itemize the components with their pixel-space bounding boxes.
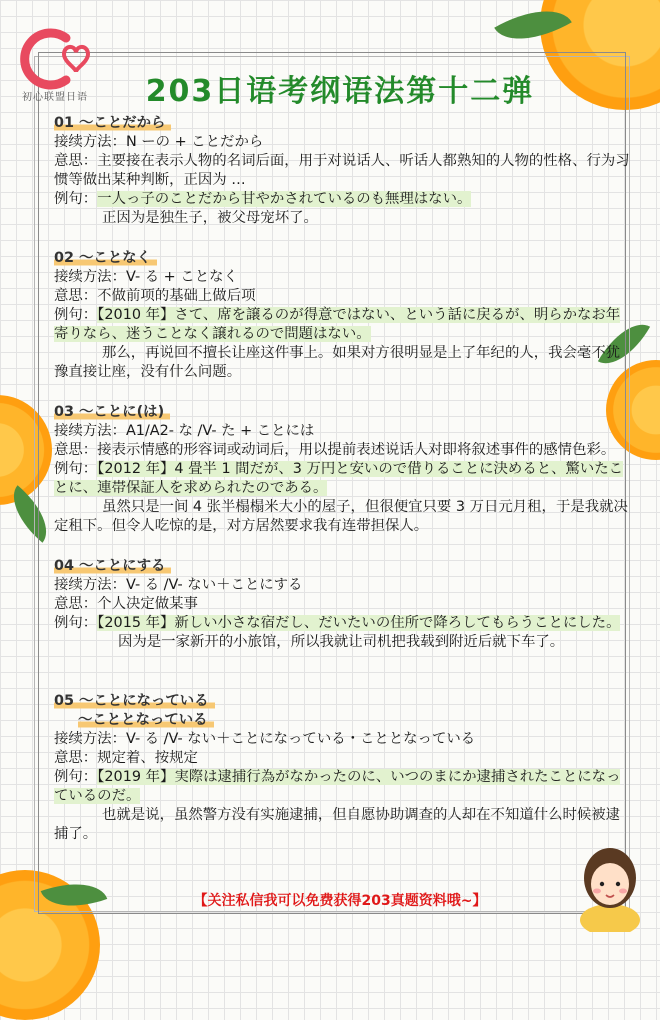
footer-promo: 【关注私信我可以免费获得203真题资料哦~】 <box>193 893 487 909</box>
section-heading: 02 ～ことなく <box>54 249 157 268</box>
connection-method: 接续方法：V- る /V- ない＋ことにする <box>54 577 303 593</box>
example-translation: 因为是一家新开的小旅馆，所以我就让司机把我载到附近后就下车了。 <box>118 634 565 650</box>
brand-name: 初心联盟日语 <box>22 92 88 103</box>
meaning: 意思：不做前项的基础上做后项 <box>54 288 256 304</box>
example-label: 例句： <box>54 307 98 323</box>
grammar-section <box>54 114 630 228</box>
example-japanese: 【2019 年】実際は逮捕行為がなかったのに、いつのまにか逮捕されたことになっているのだ。 <box>54 769 621 804</box>
example-translation: 虽然只是一间 4 张半榻榻米大小的屋子，但很便宜只要 3 万日元月租，于是我就决定租下。但令人吃惊的是，对方居然要求我有连带担保人。 <box>54 499 628 534</box>
example-japanese: 一人っ子のことだから甘やかされているのも無理はない。 <box>97 191 472 207</box>
example-label: 例句： <box>54 461 98 477</box>
section-heading: 05 ～ことになっている <box>54 692 215 711</box>
example-label: 例句： <box>54 769 98 785</box>
grammar-section <box>54 249 630 382</box>
connection-method: 接续方法：V- る /V- ない＋ことになっている・こととなっている <box>54 731 476 747</box>
example-japanese: 【2010 年】さて、席を譲るのが得意ではない、という話に戻るが、明らかなお年寄りなら、迷うことなく譲れるので問題はない。 <box>54 307 621 342</box>
example-japanese: 【2015 年】新しい小さな宿だし、だいたいの住所で降ろしてもらうことにした。 <box>97 615 621 631</box>
example-translation: 也就是说，虽然警方没有实施逮捕，但自愿协助调查的人却在不知道什么时候被逮捕了。 <box>54 807 621 842</box>
example-sentence <box>54 614 630 633</box>
meaning: 意思：规定着、按规定 <box>54 750 198 766</box>
section-heading: 01 ～ことだから <box>54 114 171 133</box>
brand-logo-icon <box>8 24 98 94</box>
connection-method: 接续方法：N ーの + ことだから <box>54 134 264 150</box>
meaning: 意思：主要接在表示人物的名词后面，用于对说话人、听话人都熟知的人物的性格、行为习惯等做出某种判断，正因为 … <box>54 153 630 188</box>
meaning: 意思：个人决定做某事 <box>54 596 198 612</box>
example-label: 例句： <box>54 191 98 207</box>
connection-method: 接续方法：V- る + ことなく <box>54 269 238 285</box>
page-title: 203日语考纲语法第十二弹 <box>145 74 535 109</box>
example-japanese: 【2012 年】4 畳半 1 間だが、3 万円と安いので借りることに決めると、驚いたことに、連帯保証人を求められたのである。 <box>54 461 624 496</box>
example-sentence <box>54 768 630 806</box>
example-label: 例句： <box>54 615 98 631</box>
grammar-section <box>54 403 630 536</box>
example-translation: 那么，再说回不擅长让座这件事上。如果对方很明显是上了年纪的人，我会毫不犹豫直接让座，没有什么问题。 <box>54 345 621 380</box>
section-heading: 04 ～ことにする <box>54 557 171 576</box>
example-sentence <box>54 190 630 209</box>
grammar-section <box>54 692 630 844</box>
example-sentence <box>54 460 630 498</box>
connection-method: 接续方法：A1/A2- な /V- た + ことには <box>54 423 315 439</box>
meaning: 意思：接表示情感的形容词或动词后，用以提前表述说话人对即将叙述事件的感情色彩。 <box>54 442 616 458</box>
grammar-section <box>54 557 630 652</box>
section-heading-alt: ～こととなっている <box>78 711 214 730</box>
grammar-content <box>54 114 630 844</box>
girl-illustration-icon <box>570 832 650 932</box>
example-translation: 正因为是独生子，被父母宠坏了。 <box>102 210 318 226</box>
section-heading: 03 ～ことに(は) <box>54 403 170 422</box>
example-sentence <box>54 306 630 344</box>
